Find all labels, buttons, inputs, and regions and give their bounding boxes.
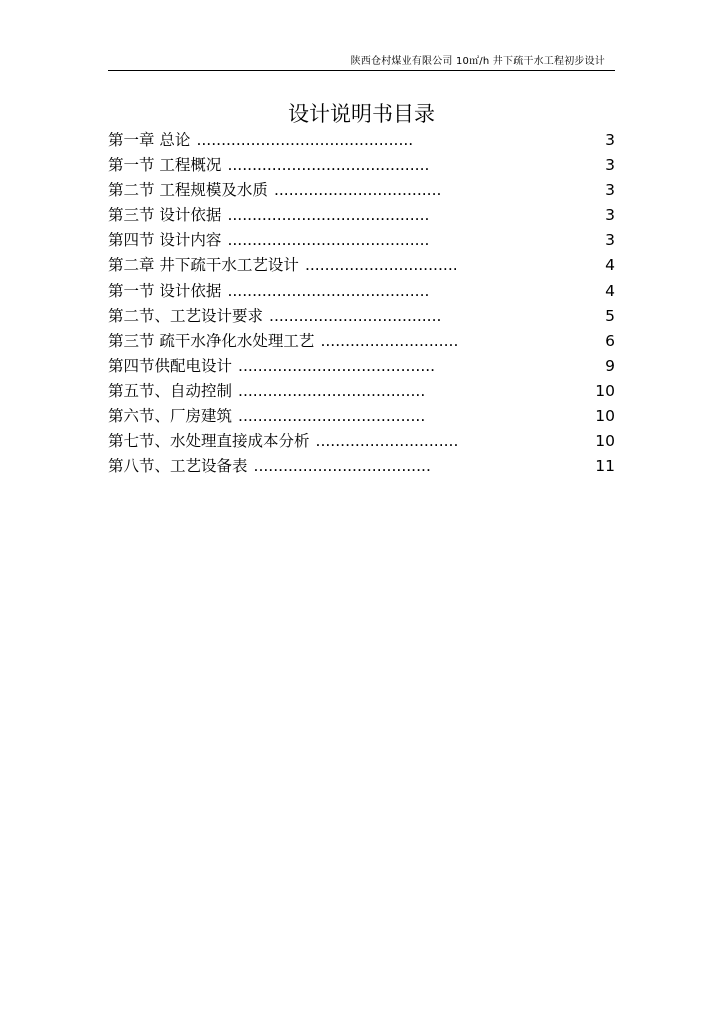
- toc-entry-leader: .........................................: [227, 231, 430, 250]
- page-header: [108, 48, 615, 71]
- toc-entry-label: 第二节 工程规模及水质: [108, 181, 268, 200]
- toc-entry[interactable]: [108, 356, 615, 381]
- toc-entry-page: 4: [605, 256, 615, 275]
- toc-entry-label: 第三节 设计依据: [108, 206, 222, 225]
- toc-entry-label: 第四节 设计内容: [108, 231, 222, 250]
- toc-entry[interactable]: [108, 180, 615, 205]
- toc-entry-leader: ......................................: [238, 381, 426, 400]
- toc-entry[interactable]: [108, 331, 615, 356]
- toc-entry-leader: ............................: [320, 331, 459, 350]
- toc-entry-leader: ............................................: [196, 131, 414, 149]
- toc-entry-page: 3: [605, 181, 615, 200]
- toc-entry[interactable]: [108, 456, 615, 481]
- toc-entry-leader: ........................................: [238, 356, 436, 375]
- toc-entry[interactable]: [108, 255, 615, 280]
- toc-entry-page: 9: [605, 356, 615, 375]
- toc-entry-leader: .............................: [315, 432, 459, 451]
- toc-entry-label: 第四节供配电设计: [108, 356, 233, 375]
- toc-entry-page: 3: [605, 156, 615, 175]
- toc-entry[interactable]: [108, 230, 615, 255]
- toc-entry-label: 第八节、工艺设备表: [108, 457, 248, 476]
- toc-entry-page: 5: [605, 306, 615, 325]
- toc-entry-page: 11: [595, 457, 615, 476]
- toc-entry-page: 6: [605, 331, 615, 350]
- table-of-contents: [108, 130, 615, 481]
- toc-entry-leader: ...................................: [269, 306, 442, 325]
- header-text: 陕西仓村煤业有限公司 10㎡/h 井下疏干水工程初步设计: [350, 56, 605, 67]
- toc-entry-page: 10: [595, 432, 615, 451]
- toc-entry-label: 第二节、工艺设计要求: [108, 306, 264, 325]
- toc-entry-page: 3: [605, 206, 615, 225]
- toc-entry-leader: ..................................: [273, 181, 442, 200]
- toc-entry-label: 第一章 总论: [108, 131, 191, 149]
- toc-entry-page: 3: [605, 231, 615, 250]
- toc-entry[interactable]: [108, 205, 615, 230]
- toc-entry-leader: ......................................: [238, 407, 426, 426]
- toc-entry-page: 10: [595, 407, 615, 426]
- toc-entry[interactable]: [108, 406, 615, 431]
- toc-entry-leader: ...............................: [304, 256, 458, 275]
- toc-entry-label: 第六节、厂房建筑: [108, 407, 233, 426]
- toc-entry[interactable]: [108, 281, 615, 306]
- toc-entry-label: 第二章 井下疏干水工艺设计: [108, 256, 299, 275]
- toc-entry-leader: ....................................: [253, 457, 431, 476]
- toc-entry[interactable]: [108, 381, 615, 406]
- toc-entry[interactable]: [108, 130, 615, 155]
- toc-entry-page: 3: [605, 131, 615, 149]
- document-title: 设计说明书目录: [288, 102, 435, 126]
- toc-entry-label: 第一节 设计依据: [108, 281, 222, 300]
- toc-entry-label: 第五节、自动控制: [108, 381, 233, 400]
- toc-entry-label: 第一节 工程概况: [108, 156, 222, 175]
- toc-entry-label: 第七节、水处理直接成本分析: [108, 432, 310, 451]
- toc-entry[interactable]: [108, 431, 615, 456]
- toc-entry-label: 第三节 疏干水净化水处理工艺: [108, 331, 315, 350]
- toc-entry[interactable]: [108, 306, 615, 331]
- toc-entry-leader: .........................................: [227, 156, 430, 175]
- toc-entry-page: 10: [595, 381, 615, 400]
- toc-entry-leader: .........................................: [227, 281, 430, 300]
- toc-entry[interactable]: [108, 155, 615, 180]
- toc-entry-leader: .........................................: [227, 206, 430, 225]
- toc-entry-page: 4: [605, 281, 615, 300]
